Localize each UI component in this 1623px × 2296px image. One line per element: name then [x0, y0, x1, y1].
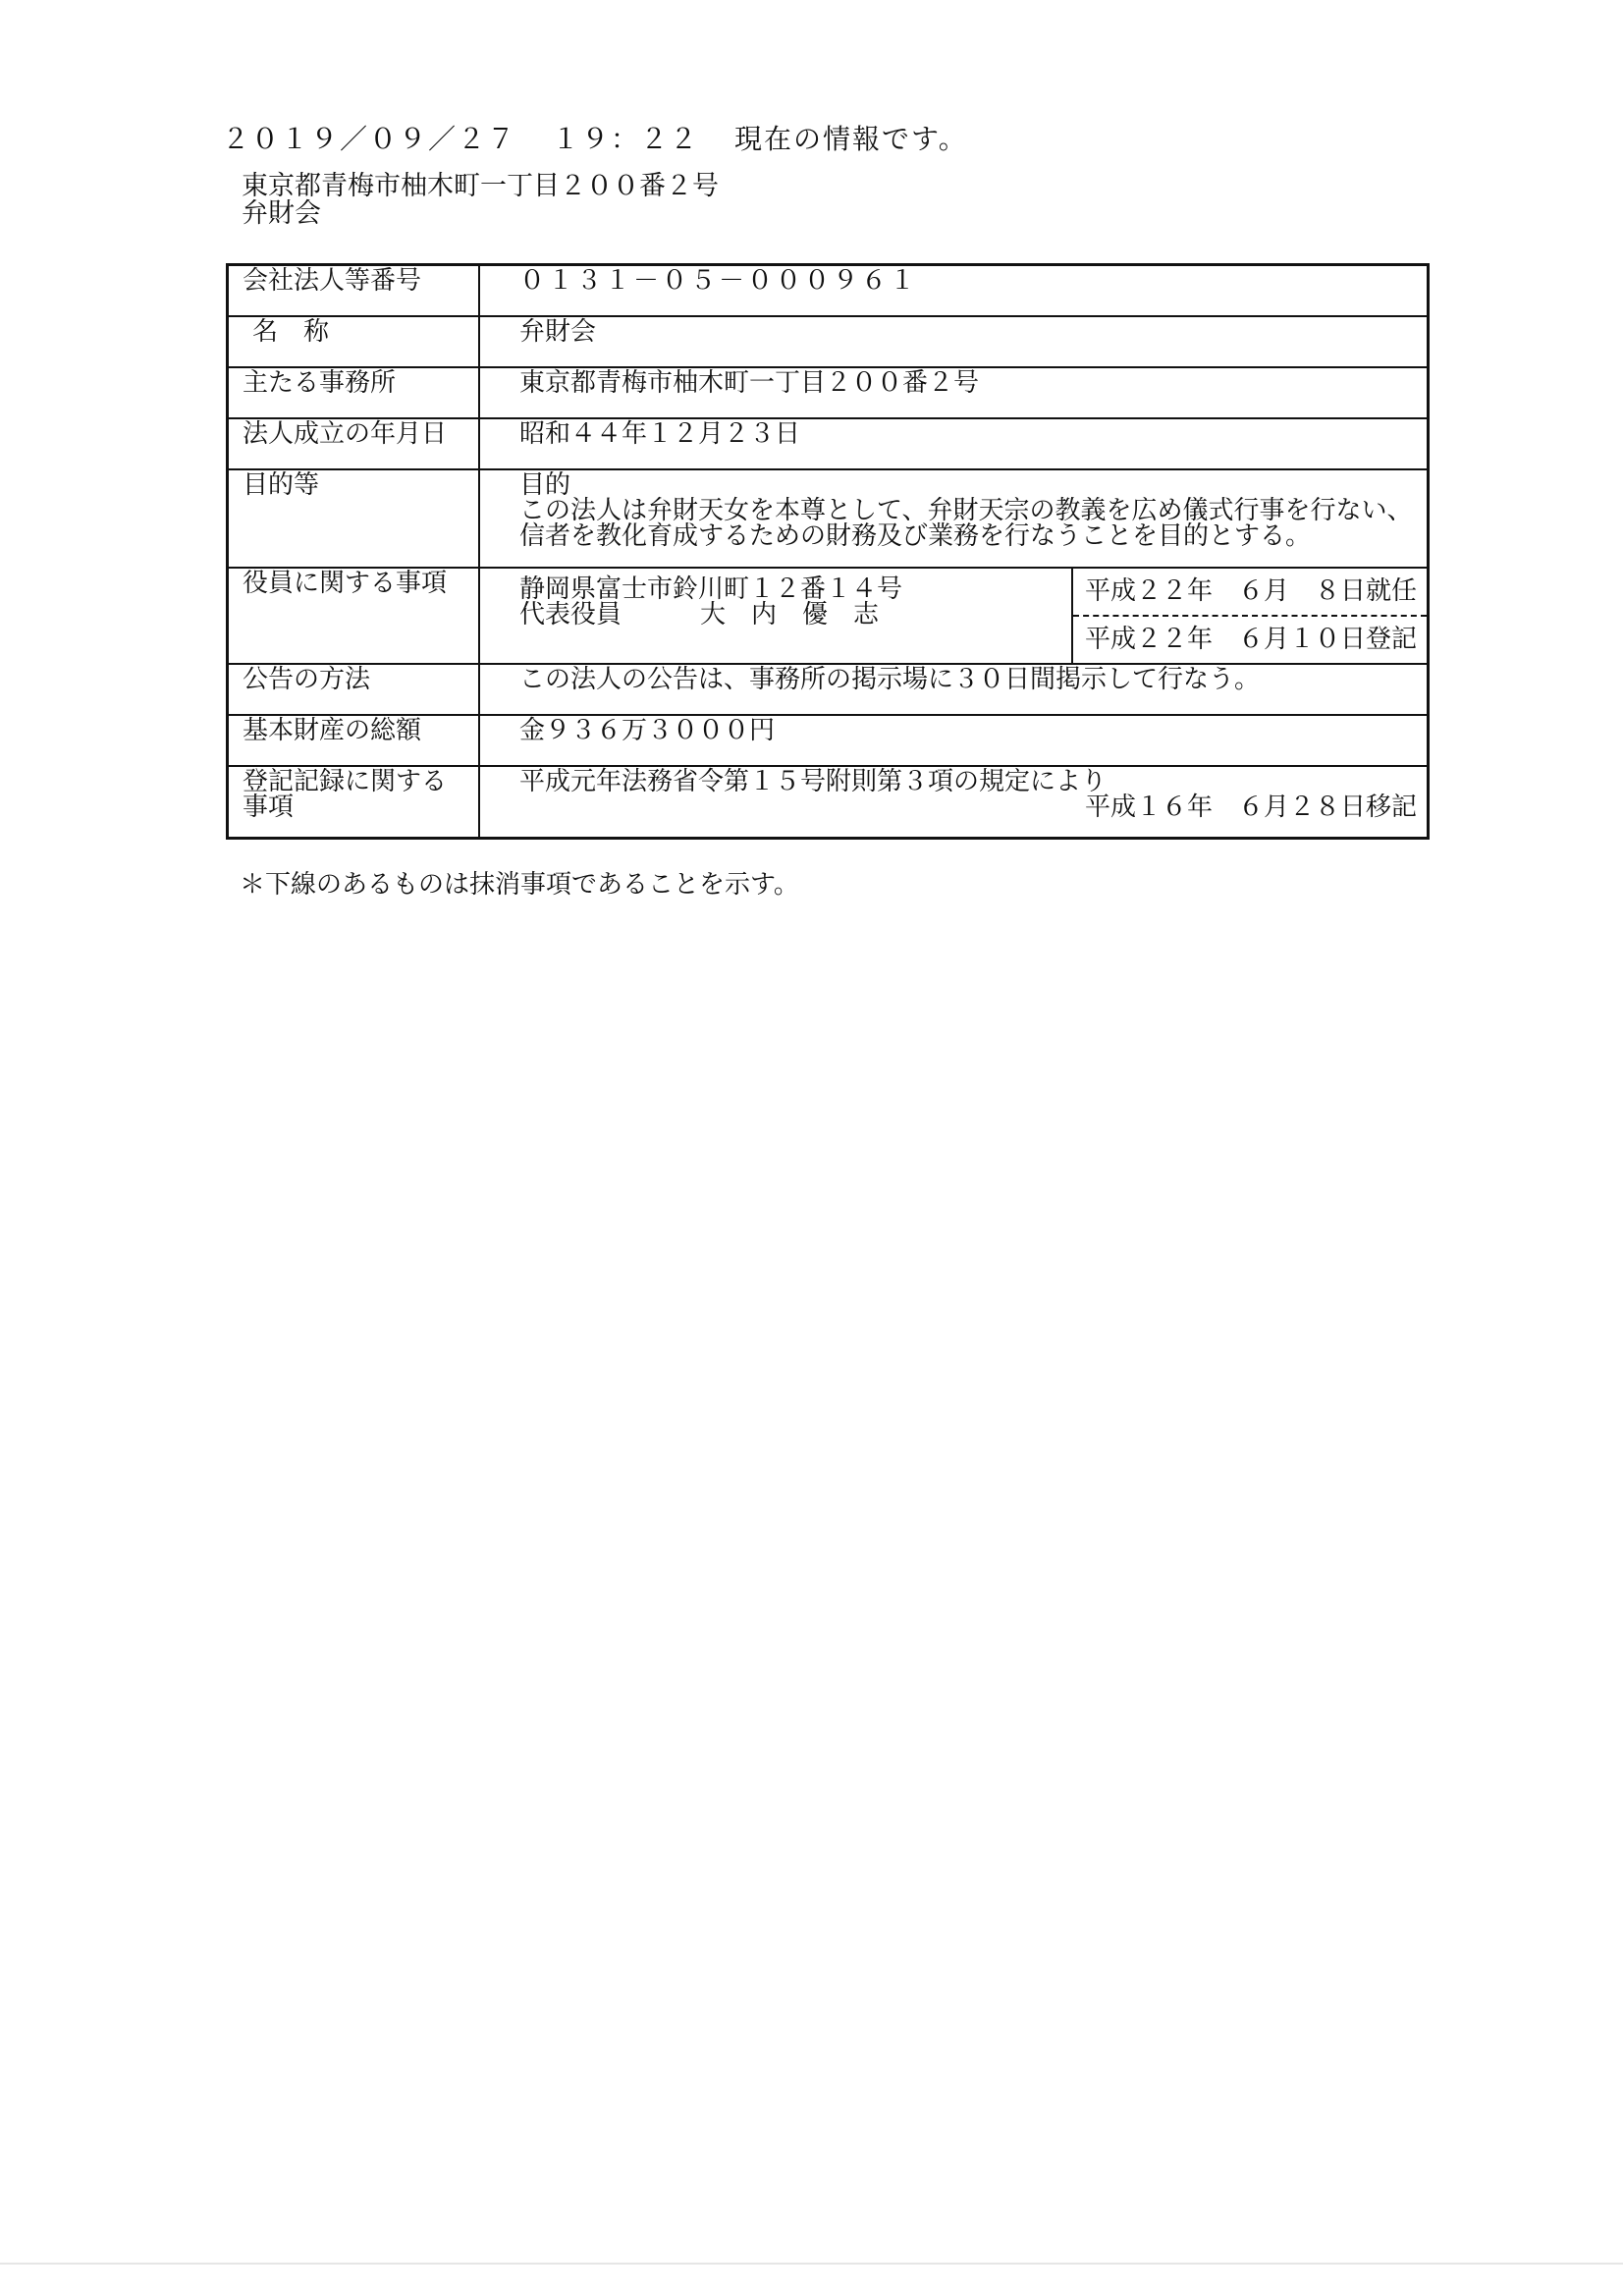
value-name: 弁財会	[479, 316, 1429, 367]
label-office: 主たる事務所	[228, 367, 480, 418]
label-notice: 公告の方法	[228, 664, 480, 715]
officer-dates	[1072, 568, 1429, 664]
purpose-heading: 目的	[519, 469, 571, 500]
value-notice: この法人の公告は、事務所の掲示場に３０日間掲示して行なう。	[479, 664, 1429, 715]
value-corp-number: ０１３１－０５－０００９６１	[479, 265, 1429, 316]
value-office: 東京都青梅市柚木町一丁目２００番２号	[479, 367, 1429, 418]
label-purpose: 目的等	[228, 469, 480, 568]
row-notice	[228, 664, 1429, 715]
row-assets	[228, 715, 1429, 766]
page-edge-divider	[0, 2263, 1623, 2265]
officer-person: 大 内 優 志	[700, 599, 880, 629]
value-purpose	[479, 469, 1429, 568]
label-assets: 基本財産の総額	[228, 715, 480, 766]
label-corp-number: 会社法人等番号	[228, 265, 480, 316]
record-text: 平成元年法務省令第１５号附則第３項の規定により	[519, 766, 1108, 796]
officer-role: 代表役員	[519, 599, 622, 629]
label-record: 登記記録に関する事項	[228, 766, 480, 839]
header-address: 東京都青梅市柚木町一丁目２００番２号	[242, 171, 719, 201]
value-assets: 金９３６万３０００円	[479, 715, 1429, 766]
row-purpose	[228, 469, 1429, 568]
timestamp-line	[222, 118, 968, 157]
row-corp-number	[228, 265, 1429, 316]
value-officers	[479, 568, 1072, 664]
officer-address: 静岡県富士市鈴川町１２番１４号	[519, 574, 903, 604]
header-name: 弁財会	[242, 198, 321, 229]
header-block	[242, 173, 719, 228]
label-established: 法人成立の年月日	[228, 418, 480, 469]
row-record	[228, 766, 1429, 839]
record-date: 平成１６年 ６月２８日移記	[1084, 792, 1417, 822]
row-officers	[228, 568, 1429, 664]
timestamp-note: 現在の情報です。	[734, 123, 968, 155]
timestamp-time: １９：２２	[552, 123, 700, 155]
row-office	[228, 367, 1429, 418]
row-established	[228, 418, 1429, 469]
row-name	[228, 316, 1429, 367]
registry-table	[226, 263, 1430, 840]
officer-line	[519, 599, 1061, 629]
footnote: ＊下線のあるものは抹消事項であることを示す。	[240, 870, 799, 900]
purpose-text-1: この法人は弁財天女を本尊として、弁財天宗の教義を広め儀式行事を行ない、	[519, 495, 1413, 525]
label-name: 名 称	[228, 316, 480, 367]
purpose-text-2: 信者を教化育成するための財務及び業務を行なうことを目的とする。	[519, 520, 1312, 551]
officer-date-registered: 平成２２年 ６月１０日登記	[1084, 624, 1417, 654]
value-established: 昭和４４年１２月２３日	[479, 418, 1429, 469]
value-record	[479, 766, 1429, 839]
officer-date-appointed: 平成２２年 ６月 ８日就任	[1073, 569, 1427, 617]
timestamp-date: ２０１９／０９／２７	[222, 123, 517, 155]
label-officers: 役員に関する事項	[228, 568, 480, 664]
